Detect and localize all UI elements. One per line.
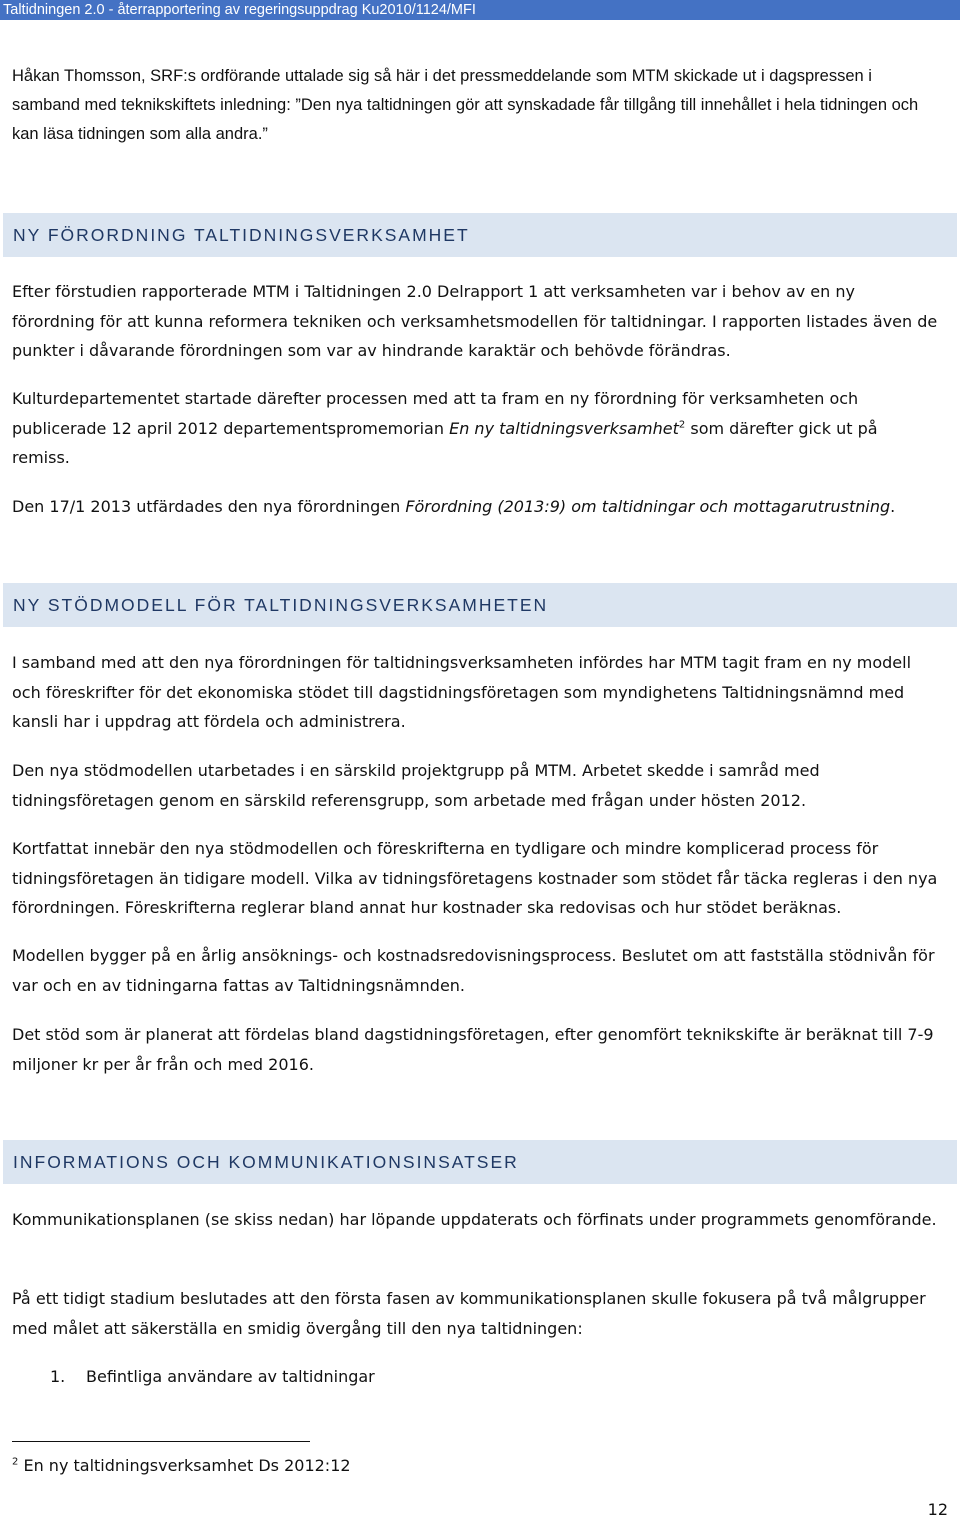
section-heading: NY FÖRORDNING TALTIDNINGSVERKSAMHET xyxy=(13,225,470,245)
section-heading-band xyxy=(3,1140,957,1184)
paragraph: Den nya stödmodellen utarbetades i en särskild projektgrupp på MTM. Arbetet skedde i samråd med tidningsföretagen genom en särskild referensgrupp, som arbetade med frågan under hösten 2012. xyxy=(12,761,820,810)
paragraph-text: som därefter gick ut på remiss. xyxy=(12,418,878,467)
section-heading-band xyxy=(3,213,957,257)
paragraph: Det stöd som är planerat att fördelas bland dagstidningsföretagen, efter genomfört teknikskifte är beräknat till 7-9 miljoner kr per år från och med 2016. xyxy=(12,1025,934,1074)
regulation-title: Förordning (2013:9) om taltidningar och mottagarutrustning xyxy=(405,497,891,516)
section-body xyxy=(12,941,940,1000)
section-heading: INFORMATIONS OCH KOMMUNIKATIONSINSATSER xyxy=(13,1152,519,1172)
intro-paragraph: Håkan Thomsson, SRF:s ordförande uttalade sig så här i det pressmeddelande som MTM skickade ut i dagspressen i samband med teknikskiftets inledning: ”Den nya taltidningen gör att synskadade får tillgång till innehållet i hela tidningen och kan läsa tidningen som alla andra.” xyxy=(12,67,919,143)
footnote-separator xyxy=(12,1441,310,1442)
paragraph: I samband med att den nya förordningen för taltidningsverksamheten infördes har MTM tagit fram en ny modell och föreskrifter för det ekonomiska stödet till dagstidningsföretagen som myndighetens Taltidningsnämnd med kansli har i uppdrag att fördela och administrera. xyxy=(12,653,912,731)
footnote-ref: 2 xyxy=(678,419,686,431)
section-body xyxy=(12,384,940,473)
section-body xyxy=(12,1020,940,1079)
paragraph: Kortfattat innebär den nya stödmodellen och föreskrifterna en tydligare och mindre komplicerad process för tidningsföretagen än tidigare modell. Vilka av tidningsföretagens kostnader som stödet får täcka regleras i den nya förordningen. Föreskrifterna reglerar bland annat hur kostnader ska redovisas och hur stödet beräknas. xyxy=(12,839,938,917)
section-body xyxy=(12,277,940,366)
list-item xyxy=(50,1362,375,1391)
paragraph xyxy=(12,384,940,473)
footnote-text: En ny taltidningsverksamhet Ds 2012:12 xyxy=(18,1456,351,1475)
section-body xyxy=(12,492,940,522)
section-body xyxy=(12,1284,940,1343)
section-body xyxy=(12,1205,940,1235)
list-number: 1. xyxy=(50,1367,66,1386)
section-heading-band xyxy=(3,583,957,627)
paragraph-text: Den 17/1 2013 utfärdades den nya förordningen xyxy=(12,497,406,516)
document-title: En ny taltidningsverksamhet xyxy=(449,418,679,438)
paragraph: Kommunikationsplanen (se skiss nedan) har löpande uppdaterats och förfinats under programmets genomförande. xyxy=(12,1210,937,1229)
paragraph: Modellen bygger på en årlig ansöknings- och kostnadsredovisningsprocess. Beslutet om att fastställa stödnivån för var och en av tidningarna fattas av Taltidningsnämnden. xyxy=(12,946,935,995)
running-title: Taltidningen 2.0 - återrapportering av regeringsuppdrag Ku2010/1124/MFI xyxy=(3,2,476,18)
paragraph: Efter förstudien rapporterade MTM i Taltidningen 2.0 Delrapport 1 att verksamheten var i behov av en ny förordning för att kunna reformera tekniken och verksamhetsmodellen för taltidningar. I rapporten listades även de punkter i dåvarande förordningen som var av hindrande karaktär och behövde förändras. xyxy=(12,282,938,360)
footnote-marker: 2 xyxy=(12,1456,19,1468)
section-body xyxy=(12,834,940,923)
footnote xyxy=(12,1454,351,1478)
intro-quote xyxy=(12,62,940,149)
paragraph: På ett tidigt stadium beslutades att den första fasen av kommunikationsplanen skulle fokusera på två målgrupper med målet att säkerställa en smidig övergång till den nya taltidningen: xyxy=(12,1289,926,1338)
page-number: 12 xyxy=(927,1500,948,1519)
paragraph xyxy=(12,492,940,522)
section-heading: NY STÖDMODELL FÖR TALTIDNINGSVERKSAMHETEN xyxy=(13,595,549,615)
list-text: Befintliga användare av taltidningar xyxy=(86,1367,375,1386)
section-body xyxy=(12,648,940,737)
section-body xyxy=(12,756,940,815)
running-header xyxy=(0,0,960,20)
paragraph-text: . xyxy=(890,497,896,516)
paragraph-text: Kulturdepartementet startade därefter processen med att ta fram en ny förordning för verksamheten och publicerade 12 april 2012 departementspromemorian xyxy=(12,389,859,438)
